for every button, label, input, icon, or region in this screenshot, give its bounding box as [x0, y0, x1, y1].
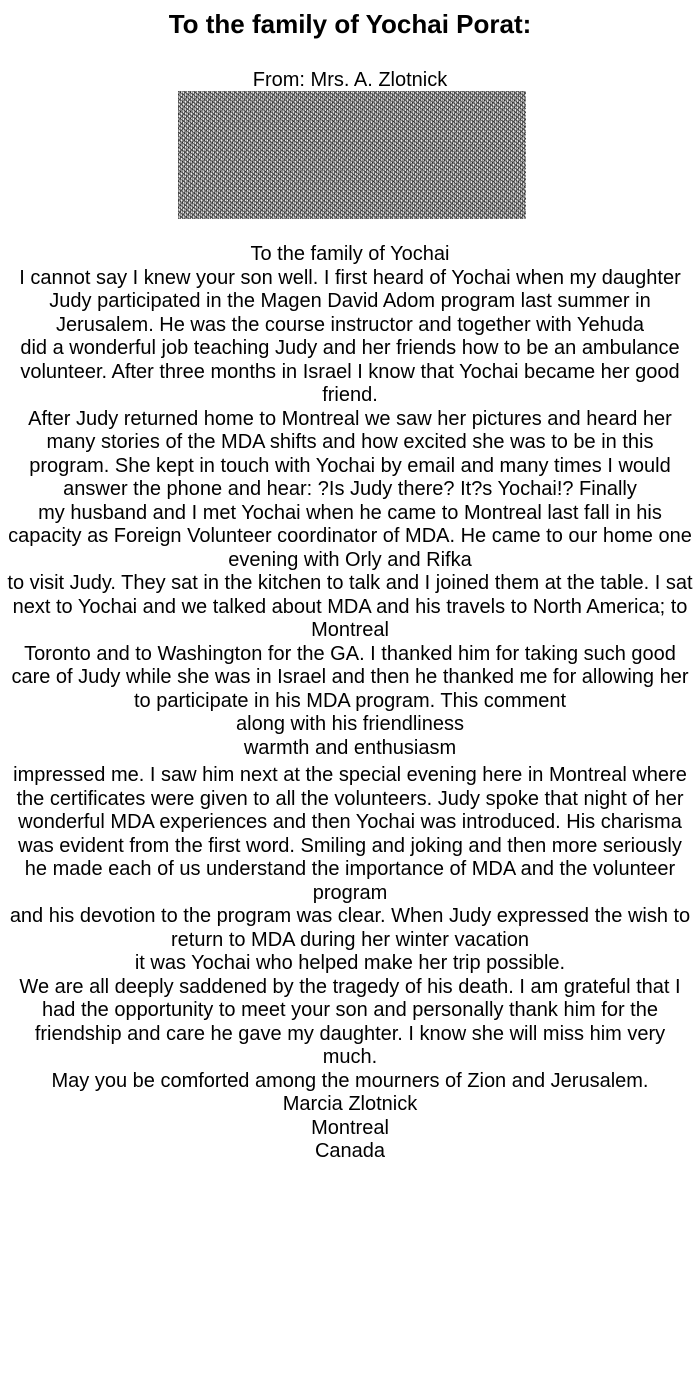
paragraph: After Judy returned home to Montreal we saw her pictures and heard her many stories of the MDA shifts and how excited she was to be in this program. She kept in touch with Yochai by email and many times I would answer the phone and hear: ?Is Judy there? It?s Yochai!? Finally: [28, 407, 672, 500]
closing-line: May you be comforted among the mourners of Zion and Jerusalem.: [51, 1069, 649, 1092]
signature-name: Marcia Zlotnick: [282, 1093, 418, 1115]
paragraph: I cannot say I knew your son well. I first heard of Yochai when my daughter Judy participated in the Magen David Adom program last summer in Jerusalem. He was the course instructor and together with Yehuda: [19, 266, 681, 336]
signature-country: Canada: [314, 1140, 386, 1162]
letter-title: To the family of Yochai Porat:: [168, 9, 532, 39]
letter-body: [0, 243, 700, 1164]
paragraph: impressed me. I saw him next at the special evening here in Montreal where the certificates were given to all the volunteers. Judy spoke that night of her wonderful MDA experiences and then Yochai was introduced. His charisma was evident from the first word. Smiling and joking and then more seriously: [13, 764, 687, 857]
paragraph: to visit Judy. They sat in the kitchen to talk and I joined them at the table. I sat next to Yochai and we talked about MDA and his travels to North America; to Montreal: [7, 572, 693, 641]
signature-city: Montreal: [311, 1116, 389, 1139]
redacted-address-block: [178, 91, 526, 219]
paragraph: We are all deeply saddened by the tragedy of his death. I am grateful that I had the opportunity to meet your son and personally thank him for the friendship and care he gave my daughter. I know she will miss him very much.: [19, 975, 681, 1068]
paragraph: it was Yochai who helped make her trip possible.: [134, 952, 566, 974]
salutation: To the family of Yochai: [250, 243, 450, 265]
paragraph: along with his friendliness: [236, 713, 464, 735]
paragraph: and his devotion to the program was clear. When Judy expressed the wish to return to MDA during her winter vacation: [9, 905, 691, 951]
paragraph: he made each of us understand the importance of MDA and the volunteer program: [24, 858, 676, 904]
paragraph: Toronto and to Washington for the GA. I thanked him for taking such good care of Judy while she was in Israel and then he thanked me for allowing her to participate in his MDA program. This comment: [11, 642, 689, 712]
paragraph: did a wonderful job teaching Judy and her friends how to be an ambulance volunteer. After three months in Israel I know that Yochai became her good friend.: [20, 337, 680, 406]
sender-line: From: Mrs. A. Zlotnick: [252, 69, 448, 91]
paragraph: warmth and enthusiasm: [243, 736, 457, 759]
paragraph: my husband and I met Yochai when he came to Montreal last fall in his capacity as Foreign Volunteer coordinator of MDA. He came to our home one evening with Orly and Rifka: [8, 501, 692, 571]
